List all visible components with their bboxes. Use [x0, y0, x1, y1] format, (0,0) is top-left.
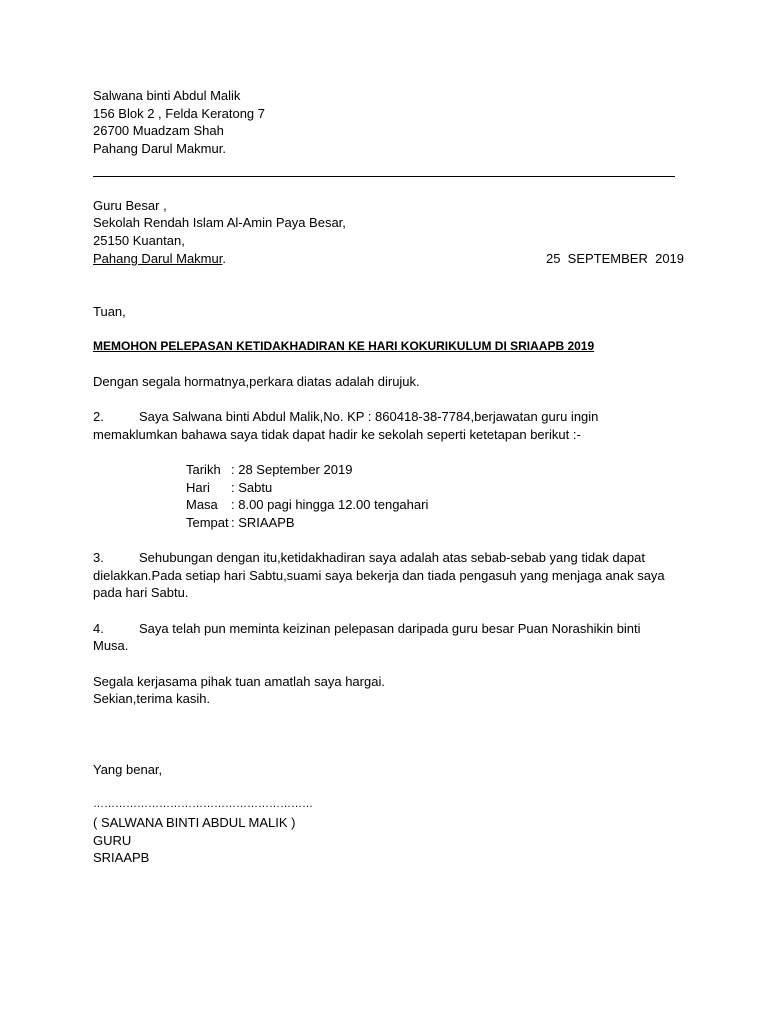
para3-line3: pada hari Sabtu. — [93, 585, 189, 600]
detail-value-hari: : Sabtu — [231, 480, 273, 495]
letter-subject: MEMOHON PELEPASAN KETIDAKHADIRAN KE HARI KOKURIKULUM DI SRIAAPB 2019 — [93, 339, 595, 353]
para2-line1: Saya Salwana binti Abdul Malik,No. KP : 860418-38-7784,berjawatan guru ingin — [139, 409, 599, 424]
para4-number: 4. — [93, 621, 104, 636]
closing-line1: Segala kerjasama pihak tuan amatlah saya hargai. — [93, 674, 385, 689]
para2-number: 2. — [93, 409, 104, 424]
para3-line1: Sehubungan dengan itu,ketidakhadiran saya adalah atas sebab-sebab yang tidak dapat — [139, 550, 645, 565]
sender-address-line1: 156 Blok 2 , Felda Keratong 7 — [93, 106, 266, 121]
para3-number: 3. — [93, 550, 104, 565]
recipient-state-line — [93, 250, 226, 267]
sender-address-line3: Pahang Darul Makmur. — [93, 141, 226, 156]
sender-name: Salwana binti Abdul Malik — [93, 88, 241, 103]
detail-label-tempat: Tempat — [186, 515, 229, 530]
para4-line1: Saya telah pun meminta keizinan pelepasan daripada guru besar Puan Norashikin binti — [139, 621, 641, 636]
recipient-state-suffix: . — [222, 251, 226, 266]
recipient-school: Sekolah Rendah Islam Al-Amin Paya Besar, — [93, 215, 346, 230]
signer-org: SRIAAPB — [93, 850, 150, 865]
signer-name: ( SALWANA BINTI ABDUL MALIK ) — [93, 815, 296, 830]
recipient-title: Guru Besar , — [93, 198, 167, 213]
para3-line2: dielakkan.Pada setiap hari Sabtu,suami saya bekerja dan tiada pengasuh yang menjaga anak saya — [93, 568, 665, 583]
detail-value-masa: : 8.00 pagi hingga 12.00 tengahari — [231, 497, 429, 512]
letter-date: 25 SEPTEMBER 2019 — [546, 251, 685, 266]
opening-sentence: Dengan segala hormatnya,perkara diatas adalah dirujuk. — [93, 374, 420, 389]
detail-value-tempat: : SRIAAPB — [231, 515, 295, 530]
para2-line2: memaklumkan bahawa saya tidak dapat hadir ke sekolah seperti ketetapan berikut :- — [93, 427, 581, 442]
detail-label-hari: Hari — [186, 480, 210, 495]
sender-address-line2: 26700 Muadzam Shah — [93, 123, 224, 138]
recipient-postcode-city: 25150 Kuantan, — [93, 233, 185, 248]
header-divider — [93, 176, 675, 177]
detail-label-tarikh: Tarikh — [186, 462, 221, 477]
signer-role: GURU — [93, 833, 132, 848]
closing-line2: Sekian,terima kasih. — [93, 691, 211, 706]
detail-value-tarikh: : 28 September 2019 — [231, 462, 353, 477]
signoff: Yang benar, — [93, 762, 163, 777]
salutation: Tuan, — [93, 304, 126, 319]
para4-line2: Musa. — [93, 638, 129, 653]
recipient-state: Pahang Darul Makmur — [93, 251, 223, 266]
signature-line: …………………………………………………… — [93, 798, 313, 810]
detail-label-masa: Masa — [186, 497, 218, 512]
